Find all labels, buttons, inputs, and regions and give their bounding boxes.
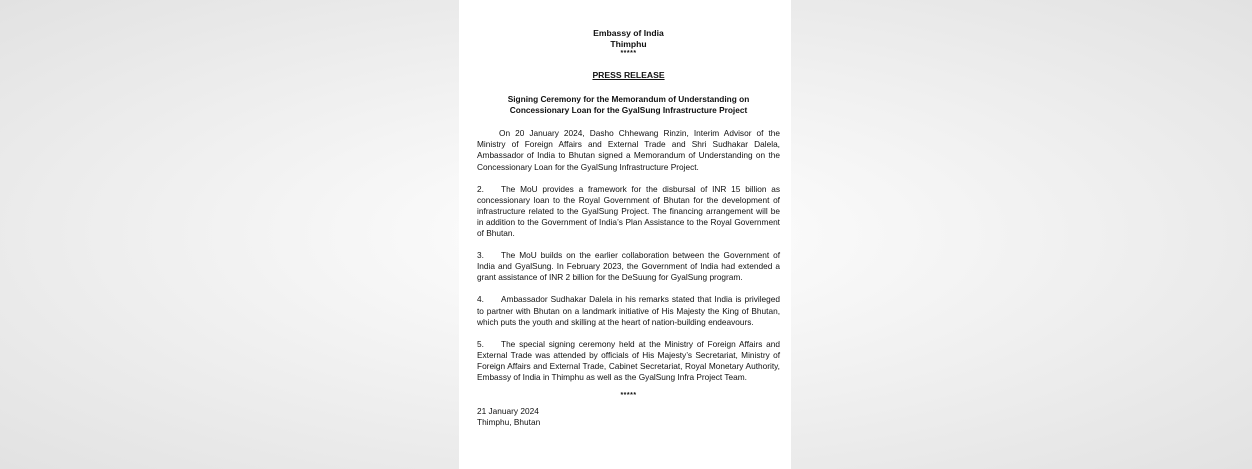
release-place: Thimphu, Bhutan — [477, 417, 541, 428]
footer-stars: ***** — [620, 392, 637, 400]
subject-line-1: Signing Ceremony for the Memorandum of Understanding on — [507, 94, 750, 105]
paragraph-5-number: 5. — [477, 338, 484, 349]
header-stars: ***** — [620, 50, 637, 57]
paragraph-5-text: The special signing ceremony held at the Ministry of Foreign Affairs and External Trade was attended by officials of His Majesty’s Secretariat, Ministry of Foreign Affairs and External Trade, Cabinet Secretariat, Royal Monetary Authority, Embassy of India in Thimphu as well as the GyalSung Infra Project Team. — [477, 338, 780, 382]
paragraph-4 — [477, 294, 780, 327]
subject-heading — [477, 94, 780, 116]
paragraph-2-text: The MoU provides a framework for the disbursal of INR 15 billion as concessionary loan to the Royal Government of Bhutan for the development of infrastructure related to the GyalSung Project. The financing arrangement will be in addition to the Government of India’s Plan Assistance to the Royal Government of Bhutan. — [477, 183, 780, 239]
paragraph-4-number: 4. — [477, 294, 484, 305]
paragraph-3 — [477, 250, 780, 283]
paragraph-4-text: Ambassador Sudhakar Dalela in his remarks stated that India is privileged to partner with Bhutan on a landmark initiative of His Majesty the King of Bhutan, which puts the youth and skilling at the heart of nation-building endeavours. — [477, 294, 780, 327]
paragraph-5 — [477, 339, 780, 383]
subject-line-2: Concessionary Loan for the GyalSung Infrastructure Project — [509, 105, 748, 116]
press-release-page — [459, 0, 791, 469]
paragraph-1-text: On 20 January 2024, Dasho Chhewang Rinzin, Interim Advisor of the Ministry of Foreign Affairs and External Trade and Shri Sudhakar Dalela, Ambassador of India to Bhutan signed a Memorandum of Understanding on the Concessionary Loan for the GyalSung Infrastructure Project. — [477, 128, 780, 172]
embassy-city: Thimphu — [610, 39, 647, 49]
paragraph-3-number: 3. — [477, 250, 484, 261]
paragraph-2 — [477, 184, 780, 239]
release-date: 21 January 2024 — [477, 406, 539, 417]
embassy-name: Embassy of India — [593, 28, 664, 38]
paragraph-2-number: 2. — [477, 183, 484, 194]
paragraph-1 — [477, 128, 780, 172]
press-release-title: PRESS RELEASE — [592, 70, 665, 80]
paragraph-3-text: The MoU builds on the earlier collaboration between the Government of India and GyalSung. In February 2023, the Government of India had extended a grant assistance of INR 2 billion for the DeSuung for GyalSung program. — [477, 250, 780, 283]
